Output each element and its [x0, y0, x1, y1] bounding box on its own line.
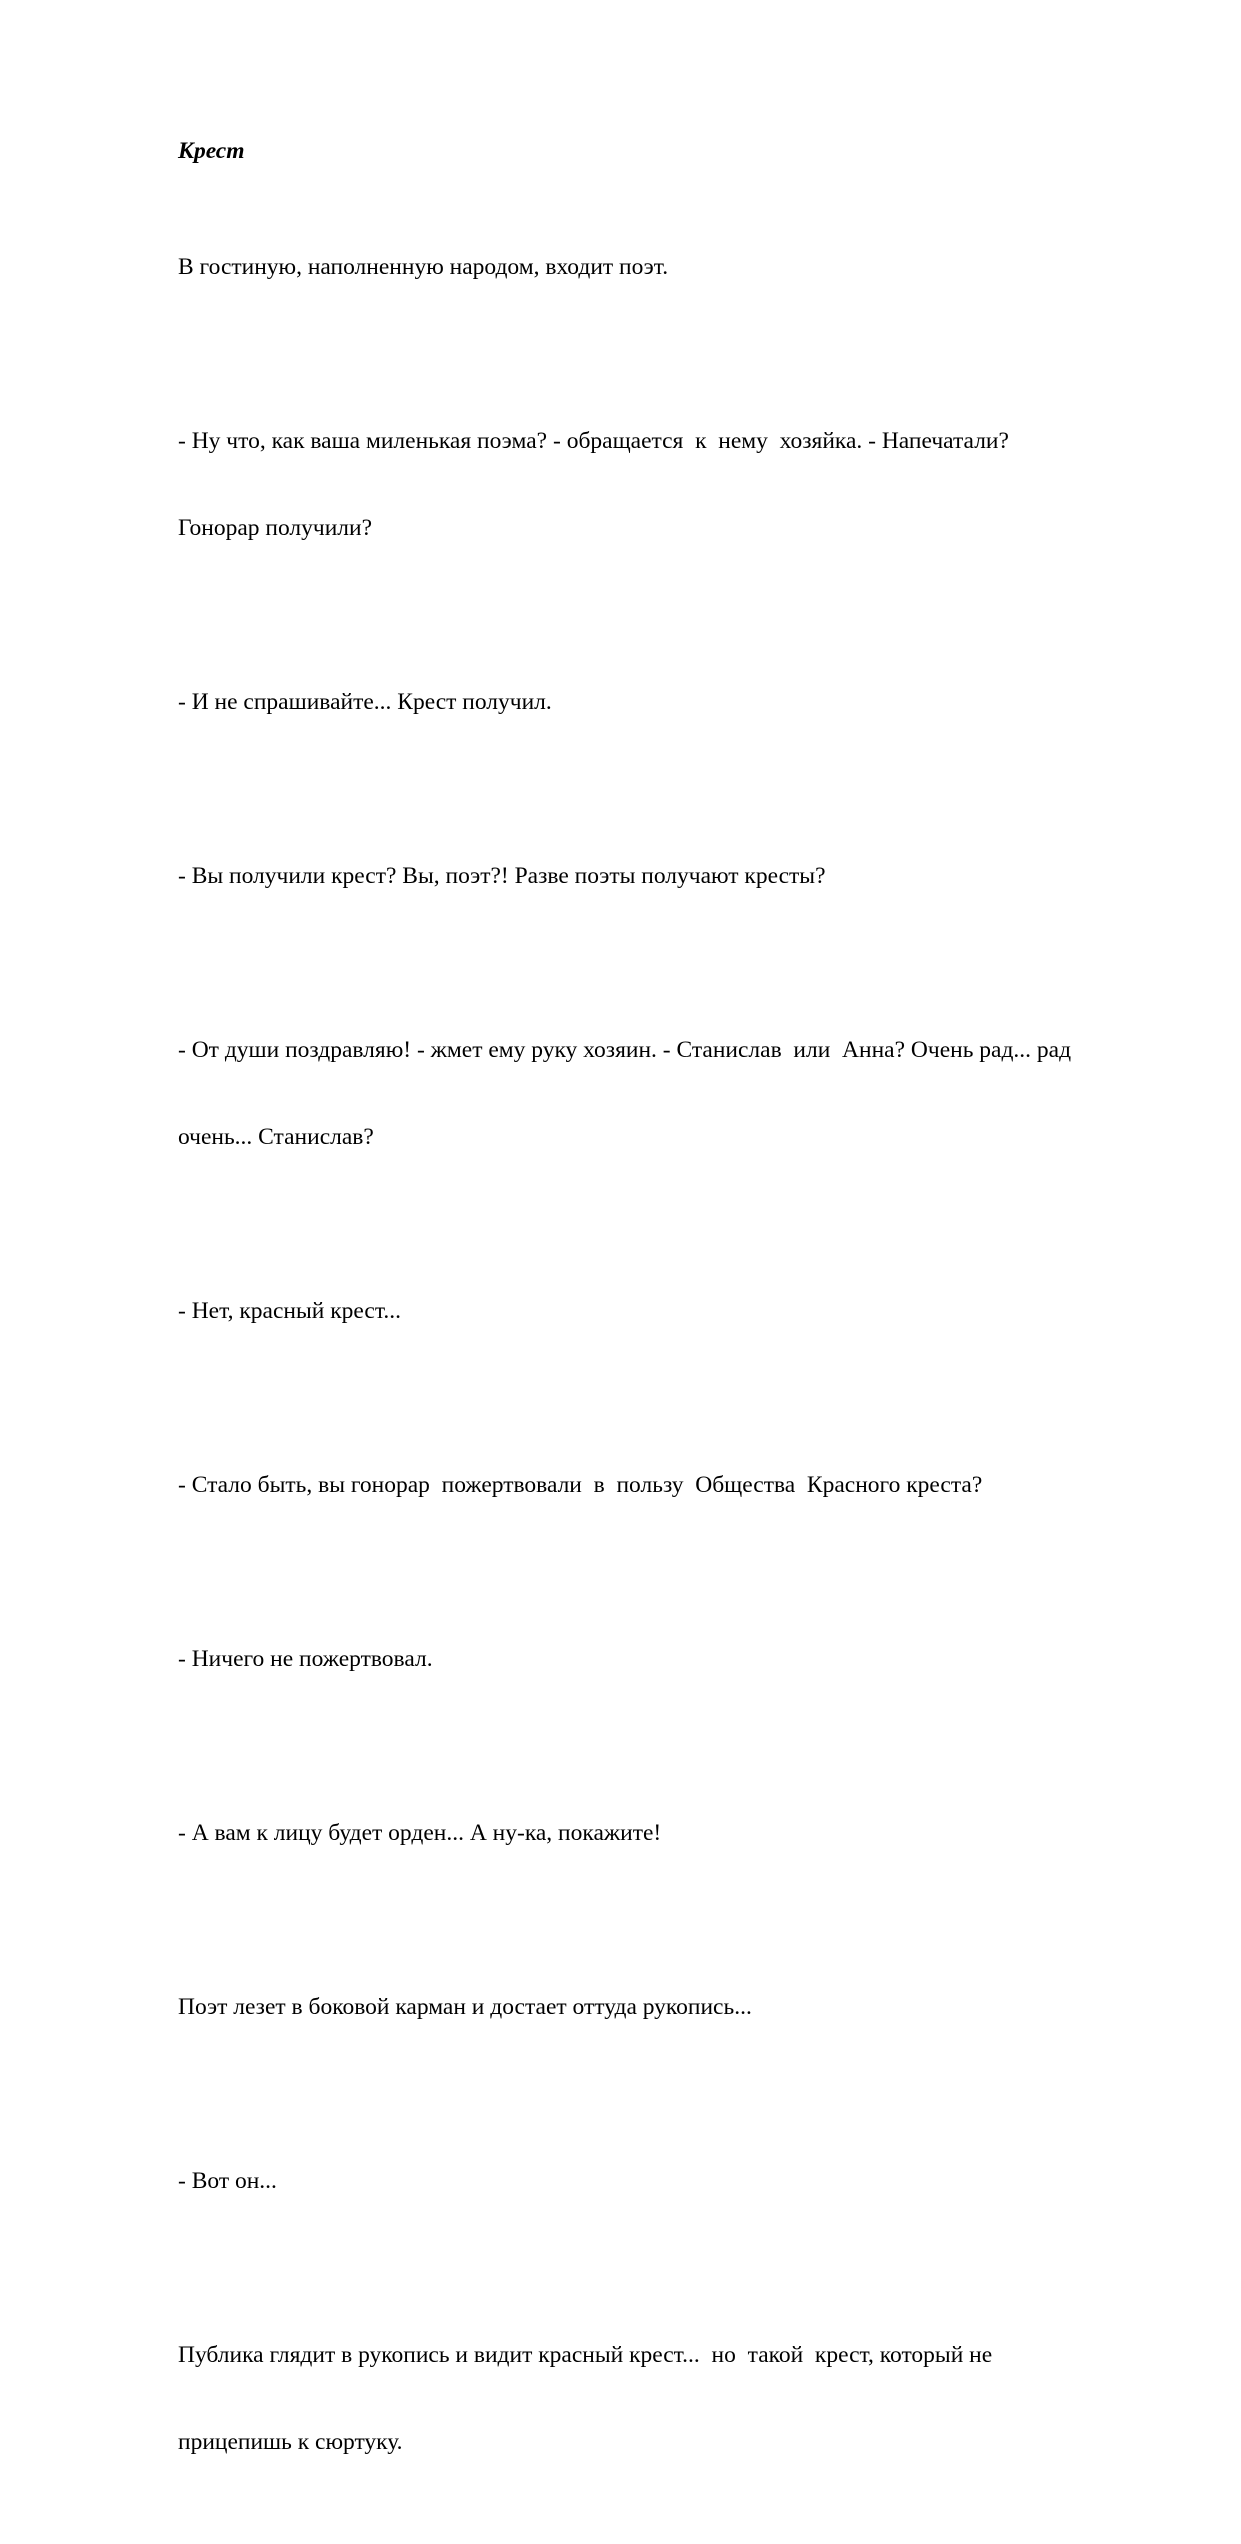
paragraph-line: Гонорар получили?	[178, 515, 373, 541]
paragraph-line: - Вот он...	[178, 2168, 277, 2194]
paragraph	[178, 2109, 1163, 2254]
paragraph-line: - От души поздравляю! - жмет ему руку хозяин. - Станислав или Анна? Очень рад... рад	[178, 1037, 1072, 1063]
paragraph-line: очень... Станислав?	[178, 1124, 374, 1150]
paragraph	[178, 1935, 1163, 2080]
paragraph-line: - Вы получили крест? Вы, поэт?! Разве поэты получают кресты?	[178, 863, 826, 889]
paragraph	[178, 630, 1163, 775]
paragraph-line: прицепишь к сюртуку.	[178, 2429, 403, 2455]
paragraph	[178, 1761, 1163, 1906]
paragraph-line: - Стало быть, вы гонорар пожертвовали в пользу Общества Красного креста?	[178, 1472, 983, 1498]
paragraph	[178, 804, 1163, 949]
paragraph	[178, 1239, 1163, 1384]
paragraph	[178, 978, 1163, 1210]
paragraph-line: - Ну что, как ваша миленькая поэма? - обращается к нему хозяйка. - Напечатали?	[178, 428, 1009, 454]
paragraph	[178, 2283, 1163, 2515]
paragraph-line: - Ничего не пожертвовал.	[178, 1646, 433, 1672]
paragraph-line: - Нет, красный крест...	[178, 1298, 401, 1324]
paragraph-line: Поэт лезет в боковой карман и достает оттуда рукопись...	[178, 1994, 752, 2020]
paragraph-line: - И не спрашивайте... Крест получил.	[178, 689, 552, 715]
paragraph-line: В гостиную, наполненную народом, входит поэт.	[178, 254, 669, 280]
paragraph-line: - А вам к лицу будет орден... А ну-ка, покажите!	[178, 1820, 662, 1846]
paragraph-line: Публика глядит в рукопись и видит красный крест... но такой крест, который не	[178, 2342, 993, 2368]
paragraph	[178, 1413, 1163, 1558]
paragraph	[178, 195, 1163, 340]
paragraph	[178, 369, 1163, 601]
paragraph	[178, 1587, 1163, 1732]
document-title: Крест	[178, 138, 245, 164]
document-body	[178, 137, 1163, 2544]
